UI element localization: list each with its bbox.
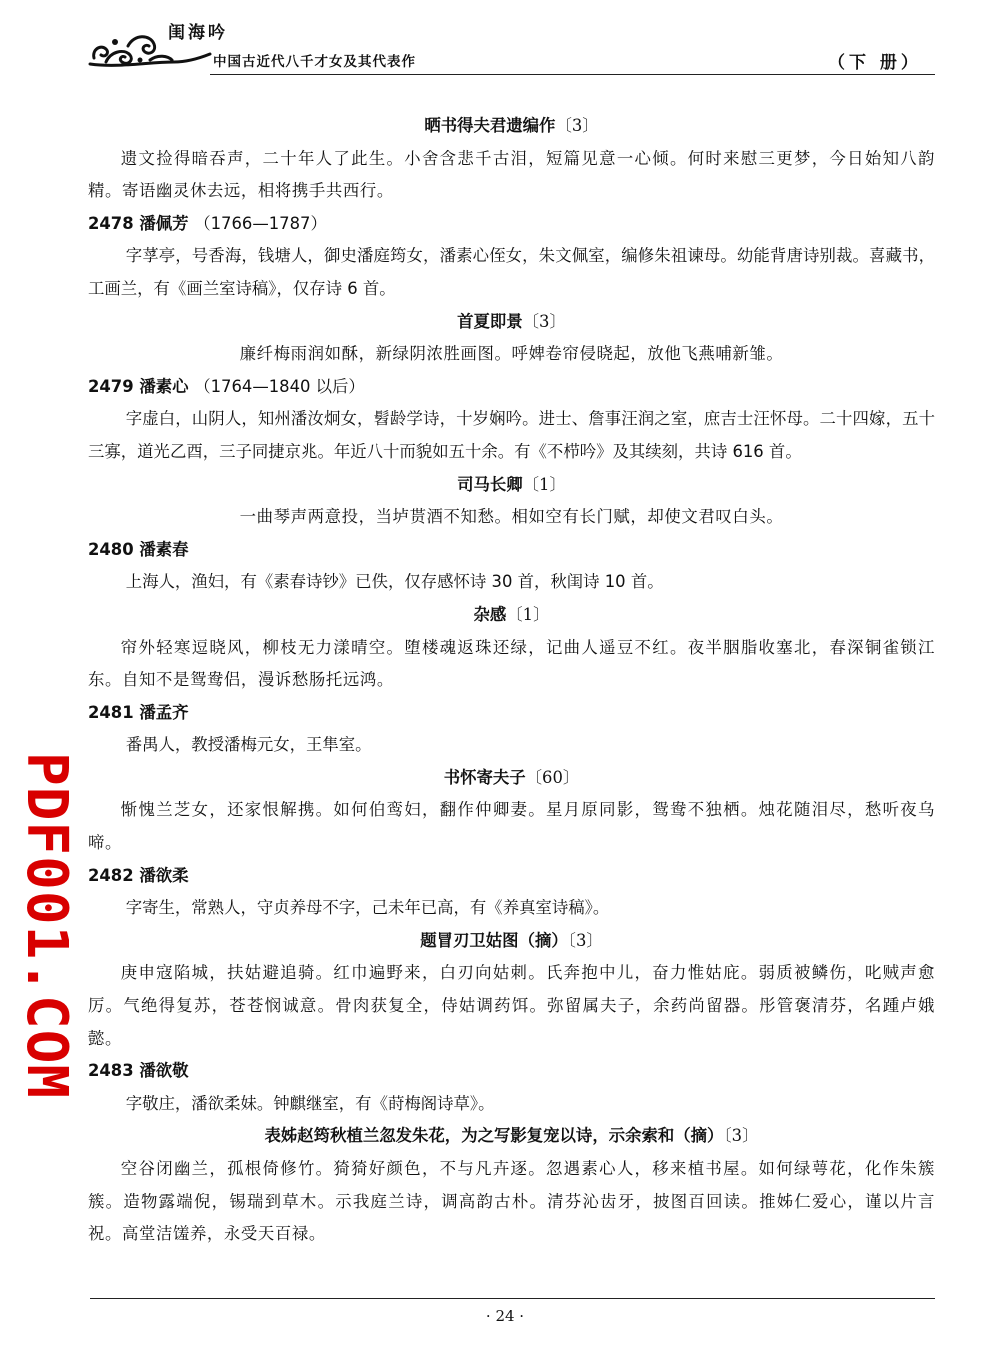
poem-title-text: 司马长卿: [457, 474, 523, 494]
poem-title-text: 题冒刃卫姑图（摘）: [420, 930, 568, 950]
poem-text: 空谷闭幽兰，孤根倚修竹。猗猗好颜色，不与凡卉逐。忽遇素心人，移来植书屋。如何绿萼花，化作朱簇簇。造物露端倪，锡瑞到草木。示我庭兰诗，调高韵古朴。清芬沁齿牙，披图百回读。推姊仁爱心，谨以片言祝。高堂洁馐养，永受天百禄。: [88, 1159, 935, 1244]
book-title: 中国古近代八千才女及其代表作: [213, 54, 416, 70]
poem-text: 遗文捡得暗吞声，二十年人了此生。小舍含悲千古泪，短篇见意一心倾。何时来慰三更梦，今日始知八韵精。寄语幽灵休去远，相将携手共西行。: [88, 148, 935, 201]
page-number: · 24 ·: [485, 1307, 525, 1325]
watermark: PDF001.COM: [14, 752, 79, 1100]
entry-number: 2480: [88, 539, 134, 559]
author-entry-heading: [88, 1055, 935, 1088]
entry-number: 2481: [88, 702, 134, 722]
footer-divider: [90, 1298, 935, 1299]
footnote-ref: 〔3〕: [723, 1126, 759, 1146]
poem-text: 廉纤梅雨润如酥，新绿阴浓胜画图。呼婢卷帘侵晓起，放他飞燕哺新雏。: [239, 344, 784, 364]
poem-text: 惭愧兰芝女，还家恨解携。如何伯鸾妇，翻作仲卿妻。星月原同影，鸳鸯不独栖。烛花随泪尽，愁听夜乌啼。: [88, 800, 935, 853]
poem-title: [88, 469, 935, 502]
author-entry-heading: [88, 208, 935, 241]
author-entry-heading: [88, 534, 935, 567]
poem-title: [88, 110, 935, 143]
poem-text: 一曲琴声两意投，当垆贳酒不知愁。相如空有长门赋，却使文君叹白头。: [239, 507, 784, 527]
author-biography: 字敬庄，潘欲柔妹。钟麒继室，有《莳梅阁诗草》。: [125, 1093, 495, 1113]
author-entry-heading: [88, 697, 935, 730]
author-entry-heading: [88, 860, 935, 893]
author-biography: 字莩亭，号香海，钱塘人，御史潘庭筠女，潘素心侄女，朱文佩室，编修朱祖谏母。幼能背唐诗别裁。喜藏书，工画兰，有《画兰室诗稿》，仅存诗 6 首。: [88, 246, 935, 298]
author-biography: 番禺人，教授潘梅元女，王隼室。: [125, 735, 372, 755]
poem-title-text: 表姊赵筠秋植兰忽发朱花，为之写影复宠以诗，示余索和（摘）: [264, 1126, 724, 1146]
entry-number: 2479: [88, 376, 134, 396]
author-name: 潘欲敬: [139, 1061, 189, 1081]
poem-text: 庚申寇陷城，扶姑避追骑。红巾遍野来，白刃向姑刺。氏奔抱中儿，奋力惟姑庇。弱质被鳞伤，叱贼声愈厉。气绝得复苏，苍苍悯诚意。骨肉获复全，侍姑调药饵。弥留属夫子，余药尚留器。彤管褒清芬，名踵卢娥懿。: [88, 963, 935, 1048]
author-biography: 字寄生，常熟人，守贞养母不字，己未年已高，有《养真室诗稿》。: [125, 898, 610, 918]
author-dates: （1764—1840 以后）: [194, 376, 365, 396]
author-entry-heading: [88, 371, 935, 404]
author-name: 潘欲柔: [139, 865, 189, 885]
entry-number: 2482: [88, 865, 134, 885]
volume-label: （下 册）: [828, 53, 922, 73]
poem-title-text: 首夏即景: [457, 311, 523, 331]
author-biography: 字虚白，山阴人，知州潘汝炯女，髫龄学诗，十岁娴吟。进士、詹事汪润之室，庶吉士汪怀母。二十四嫁，五十三寡，道光乙酉，三子同捷京兆。年近八十而貌如五十余。有《不栉吟》及其续刻，共诗 616 首。: [88, 409, 935, 461]
poem-title-text: 晒书得夫君遗编作: [424, 116, 556, 135]
poem-title: [88, 762, 935, 795]
author-name: 潘素心: [139, 376, 189, 396]
header-divider: [210, 74, 935, 75]
poem-title-text: 杂感: [473, 604, 507, 624]
poem-text: 帘外轻寒逗晓风，柳枝无力漾晴空。堕楼魂返珠还绿，记曲人遥豆不红。夜半胭脂收塞北，春深铜雀锁江东。自知不是鸳鸯侣，漫诉愁肠托远鸿。: [88, 637, 935, 690]
author-dates: （1766—1787）: [194, 213, 327, 233]
footnote-ref: 〔3〕: [555, 116, 599, 135]
footnote-ref: 〔3〕: [522, 311, 566, 331]
entry-number: 2478: [88, 213, 134, 233]
poem-title: [88, 1120, 935, 1153]
author-name: 潘素春: [139, 539, 189, 559]
poem-title-text: 书怀寄夫子: [443, 767, 526, 787]
page-content: [88, 110, 935, 1251]
poem-title: [88, 925, 935, 958]
author-name: 潘佩芳: [139, 213, 189, 233]
author-biography: 上海人，渔妇，有《素春诗钞》已佚，仅存感怀诗 30 首，秋闺诗 10 首。: [125, 572, 664, 592]
logo-title: 闺海吟: [168, 23, 228, 43]
poem-title: [88, 306, 935, 339]
footnote-ref: 〔60〕: [525, 767, 580, 787]
entry-number: 2483: [88, 1061, 134, 1081]
author-name: 潘孟齐: [139, 702, 189, 722]
footnote-ref: 〔1〕: [522, 474, 566, 494]
footnote-ref: 〔3〕: [567, 930, 603, 950]
poem-title: [88, 599, 935, 632]
footnote-ref: 〔1〕: [506, 604, 550, 624]
